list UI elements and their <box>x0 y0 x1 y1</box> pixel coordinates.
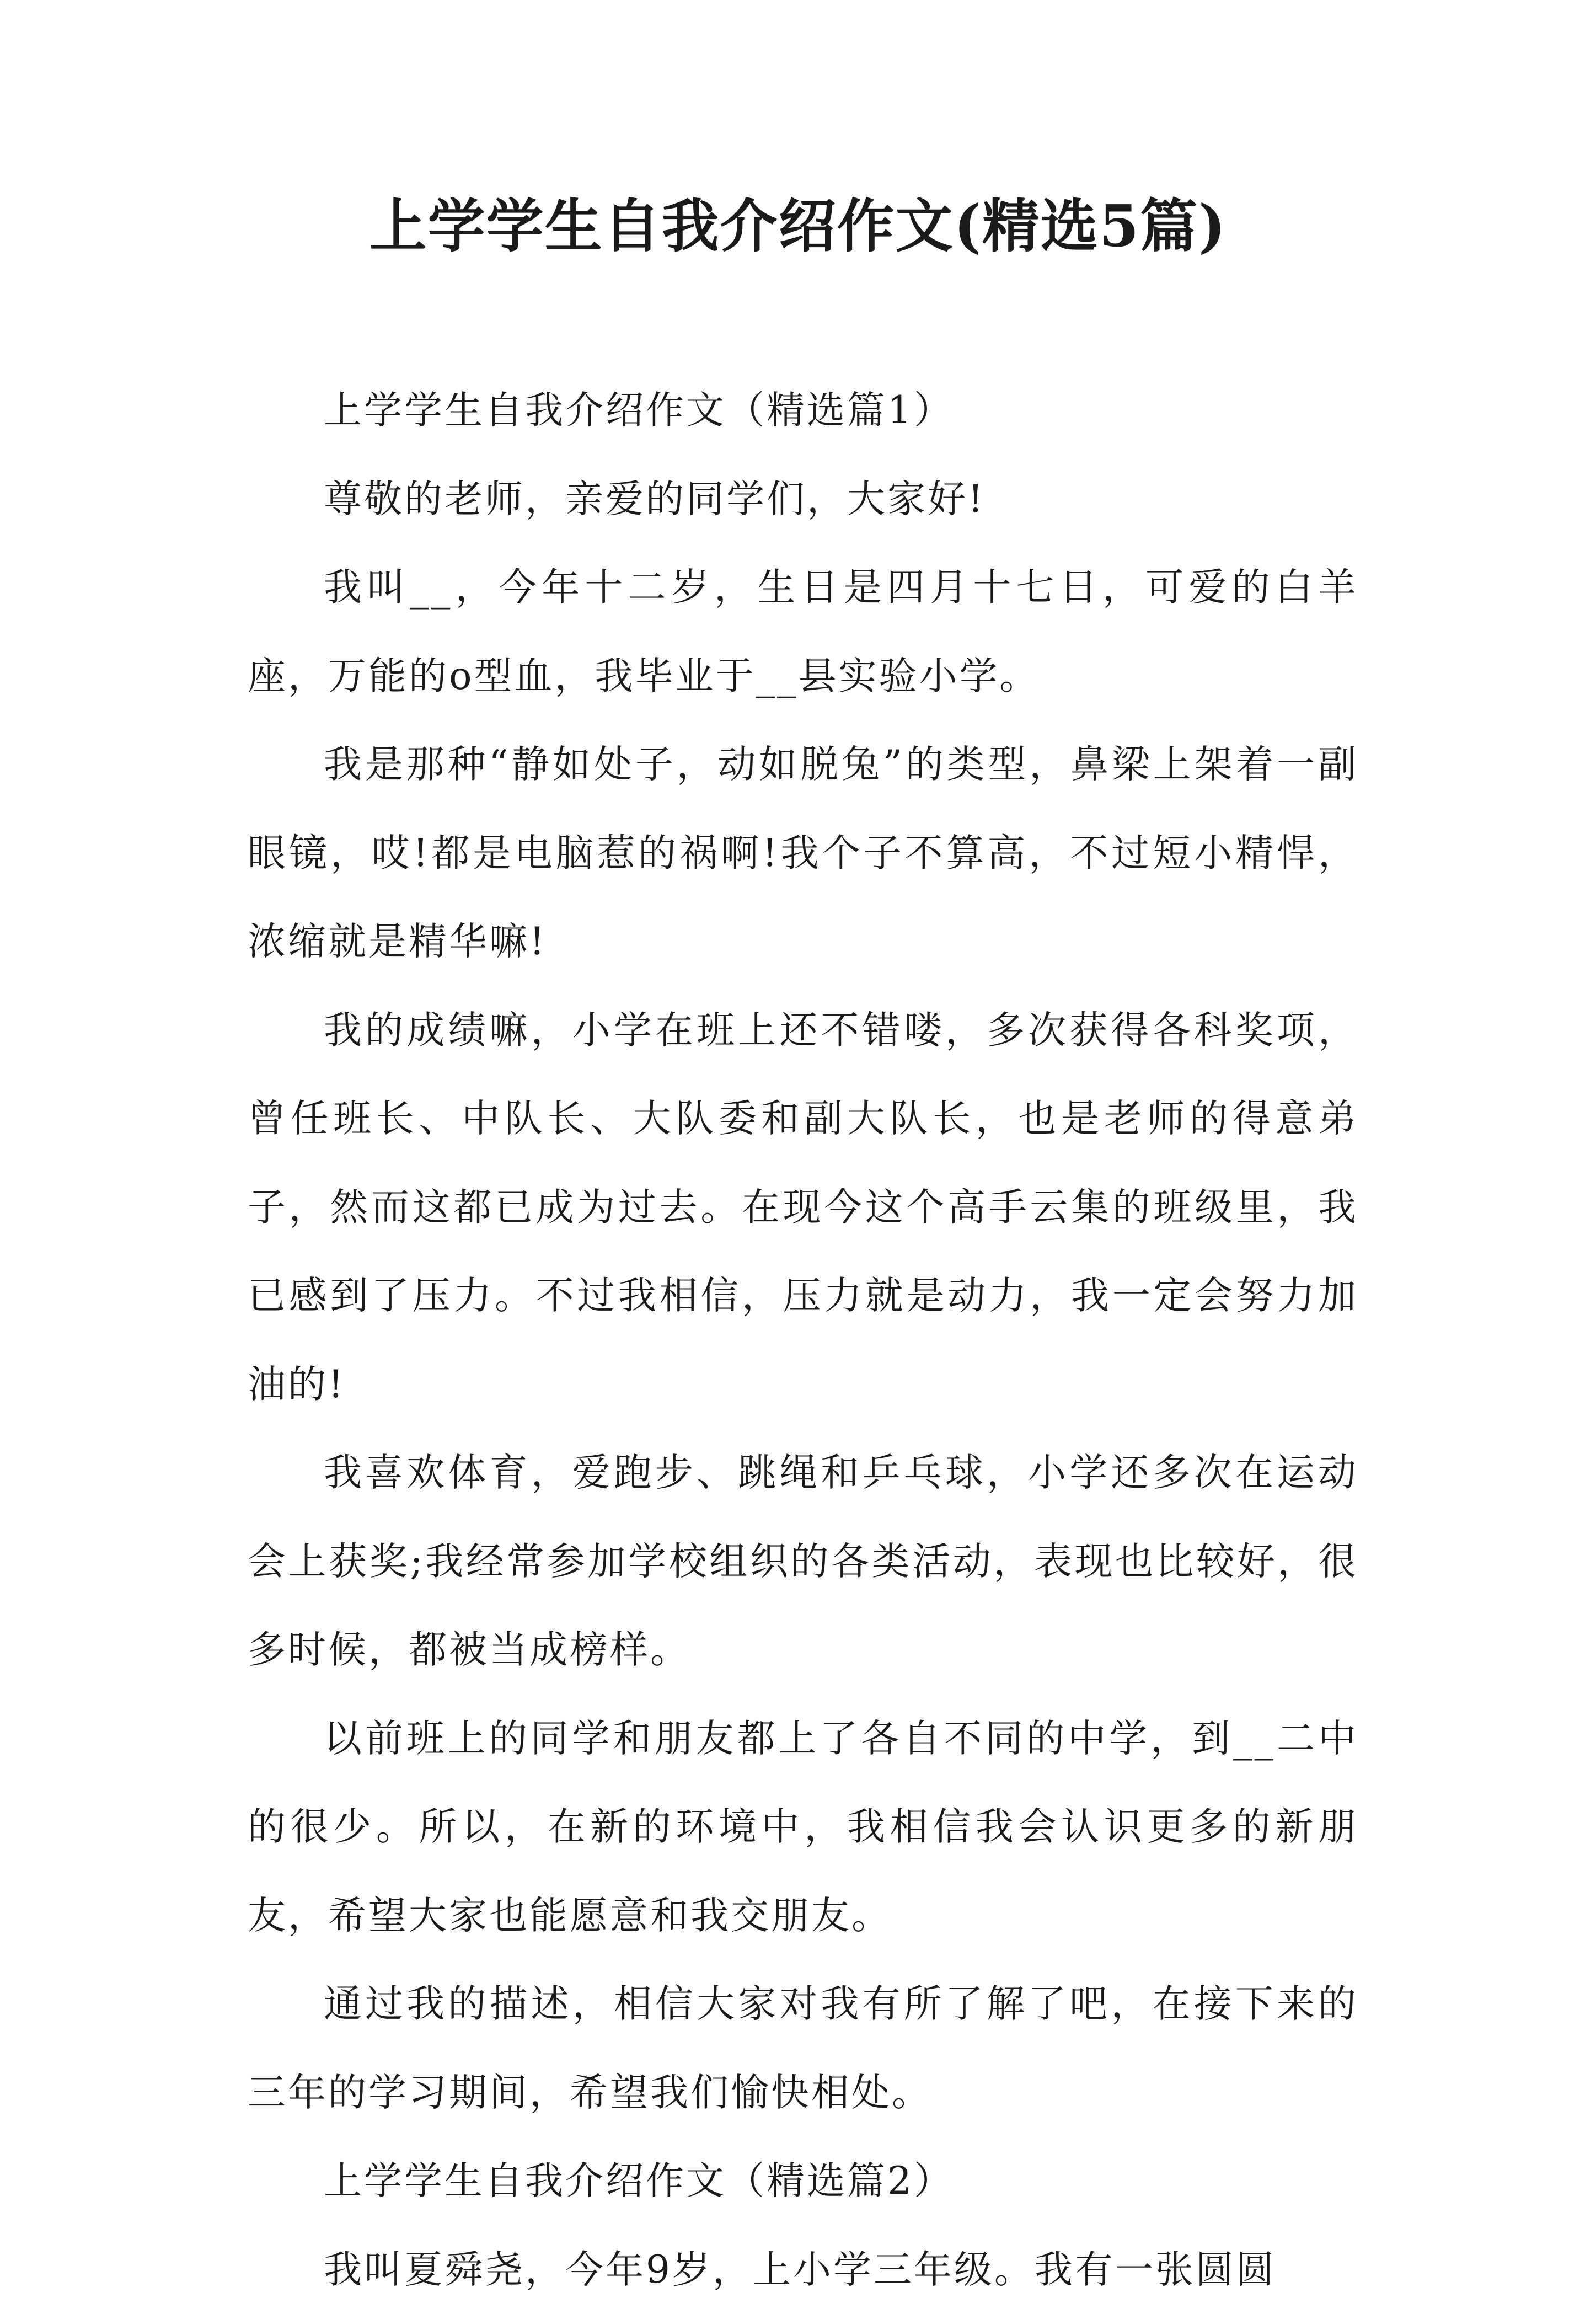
essay-2-paragraph: 我叫夏舜尧，今年9岁，上小学三年级。我有一张圆圆 <box>248 2226 1358 2314</box>
sports-paragraph: 我喜欢体育，爱跑步、跳绳和乒乓球，小学还多次在运动会上获奖;我经常参加学校组织的各类活动，表现也比较好，很多时候，都被当成榜样。 <box>248 1429 1358 1695</box>
friends-paragraph: 以前班上的同学和朋友都上了各自不同的中学，到__二中的很少。所以，在新的环境中，我相信我会认识更多的新朋友，希望大家也能愿意和我交朋友。 <box>248 1695 1358 1960</box>
document-title: 上学学生自我介绍作文(精选5篇) <box>0 188 1596 265</box>
intro-paragraph: 我叫__，今年十二岁，生日是四月十七日，可爱的白羊座，万能的o型血，我毕业于__县实验小学。 <box>248 543 1358 720</box>
section-heading-2: 上学学生自我介绍作文（精选篇2） <box>248 2137 1358 2226</box>
closing-paragraph: 通过我的描述，相信大家对我有所了解了吧，在接下来的三年的学习期间，希望我们愉快相处。 <box>248 1960 1358 2137</box>
greeting-paragraph: 尊敬的老师，亲爱的同学们，大家好! <box>248 455 1358 544</box>
document-body <box>248 366 1358 2314</box>
section-heading-1: 上学学生自我介绍作文（精选篇1） <box>248 366 1358 455</box>
grades-paragraph: 我的成绩嘛，小学在班上还不错喽，多次获得各科奖项，曾任班长、中队长、大队委和副大队长，也是老师的得意弟子，然而这都已成为过去。在现今这个高手云集的班级里，我已感到了压力。不过我相信，压力就是动力，我一定会努力加油的! <box>248 986 1358 1429</box>
personality-paragraph: 我是那种“静如处子，动如脱兔”的类型，鼻梁上架着一副眼镜，哎!都是电脑惹的祸啊!我个子不算高，不过短小精悍，浓缩就是精华嘛! <box>248 720 1358 986</box>
